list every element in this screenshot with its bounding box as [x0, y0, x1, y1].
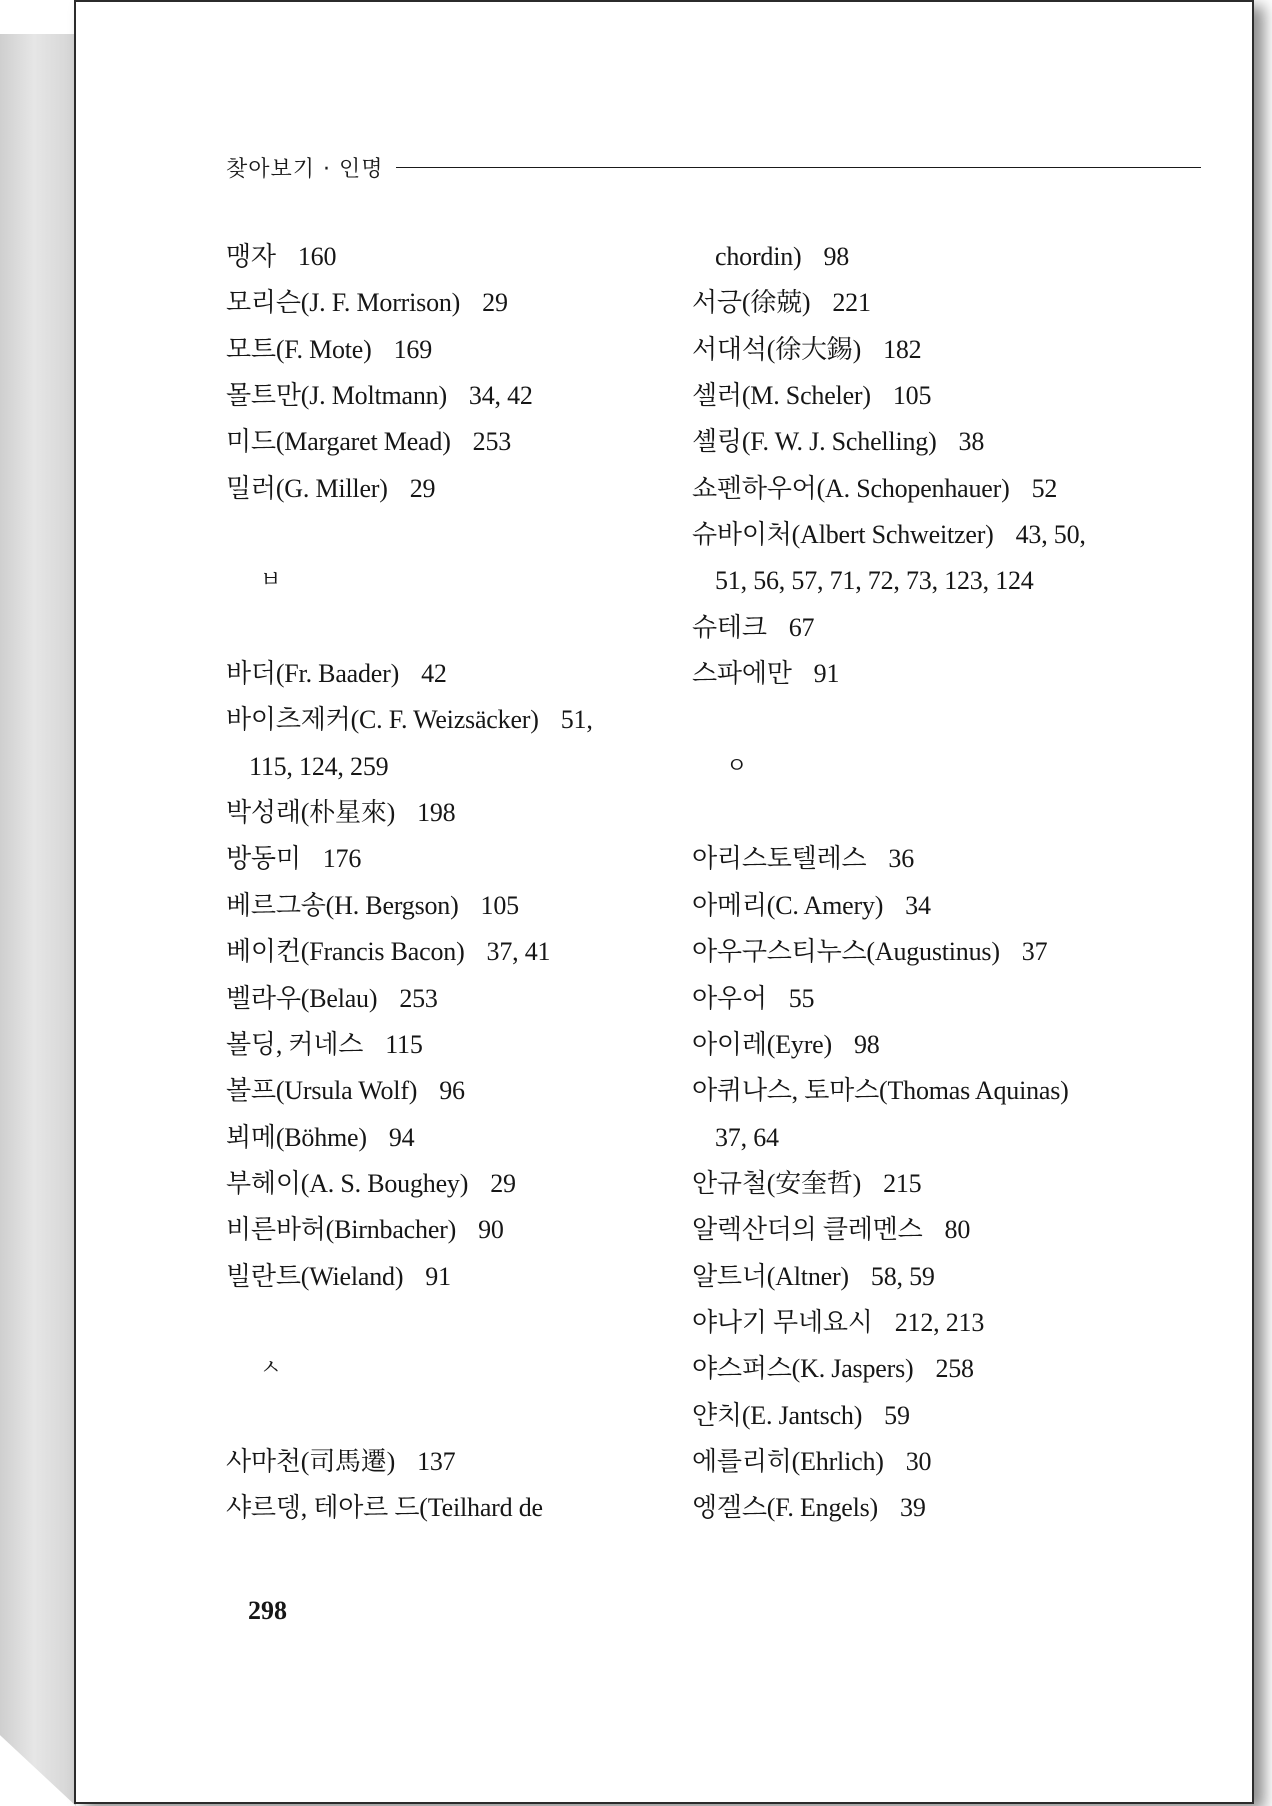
- index-entry: [692, 1393, 1192, 1439]
- index-entry: [692, 1439, 1192, 1485]
- index-column-left: [226, 234, 726, 1532]
- entry-name: 뵈메(Böhme): [226, 1122, 367, 1152]
- entry-pages: 52: [1031, 473, 1058, 503]
- entry-pages: 37: [1021, 937, 1048, 967]
- entry-name: 서대석(徐大錫): [692, 334, 862, 364]
- index-entry: [226, 836, 726, 882]
- spacer: [226, 512, 726, 558]
- index-entry: [226, 373, 726, 419]
- entry-pages: 39: [900, 1493, 926, 1523]
- entry-pages: 137: [417, 1446, 456, 1476]
- entry-name: 몰트만(J. Moltmann): [226, 381, 447, 411]
- entry-name: 바이츠제커(C. F. Weizsäcker): [226, 705, 539, 735]
- entry-name: 아메리(C. Amery): [692, 890, 884, 920]
- entry-name: 아리스토텔레스: [692, 844, 867, 874]
- entry-name: 방동미: [226, 844, 301, 874]
- index-entry: [226, 1161, 726, 1207]
- entry-name: 모리슨(J. F. Morrison): [226, 288, 461, 318]
- entry-pages: 67: [788, 612, 815, 642]
- entry-pages: 90: [478, 1215, 504, 1245]
- entry-pages: 176: [322, 844, 362, 874]
- spacer: [226, 1393, 726, 1439]
- spacer: [692, 697, 1192, 743]
- entry-name: 셸링(F. W. J. Schelling): [692, 427, 937, 457]
- entry-name: 알렉산더의 클레멘스: [692, 1215, 923, 1245]
- entry-name: 볼프(Ursula Wolf): [226, 1076, 418, 1106]
- section-letter: ㅅ: [260, 1356, 282, 1382]
- index-entry: [692, 1068, 1192, 1114]
- entry-name: 벨라우(Belau): [226, 983, 378, 1013]
- index-entry: [692, 373, 1192, 419]
- index-entry: [226, 1068, 726, 1114]
- index-entry: [226, 1115, 726, 1161]
- section-letter: ㅇ: [726, 753, 748, 779]
- entry-pages: 29: [482, 288, 508, 318]
- entry-pages: 221: [832, 288, 871, 318]
- entry-pages: 98: [823, 242, 850, 271]
- index-entry-continuation: [226, 744, 726, 790]
- entry-pages: 253: [399, 983, 438, 1013]
- entry-name: 안규철(安奎哲): [692, 1168, 862, 1198]
- index-entry: [692, 1300, 1192, 1346]
- index-entry: [226, 1439, 726, 1485]
- entry-pages: 212, 213: [894, 1307, 985, 1337]
- entry-pages: 29: [409, 473, 436, 503]
- entry-name: 밀러(G. Miller): [226, 473, 388, 503]
- index-entry: [692, 605, 1192, 651]
- spacer: [692, 790, 1192, 836]
- entry-name: 베르그송(H. Bergson): [226, 890, 459, 920]
- index-entry: [692, 883, 1192, 929]
- entry-pages: 94: [388, 1122, 415, 1152]
- index-entry: [692, 976, 1192, 1022]
- header-rule: [396, 167, 1202, 168]
- section-heading: [226, 1346, 726, 1392]
- index-entry-continuation: [692, 234, 1192, 280]
- book-spine: [0, 34, 76, 1806]
- entry-pages: 105: [892, 381, 932, 411]
- section-letter: ㅂ: [260, 568, 282, 594]
- entry-pages: 182: [883, 334, 922, 364]
- entry-pages: 91: [425, 1261, 451, 1291]
- index-entry: [226, 697, 726, 743]
- entry-pages: 43, 50,: [1015, 520, 1086, 550]
- entry-name: 베이컨(Francis Bacon): [226, 937, 465, 967]
- entry-name: 쇼펜하우어(A. Schopenhauer): [692, 473, 1010, 503]
- entry-pages: 58, 59: [870, 1261, 935, 1291]
- entry-name: 115, 124, 259: [249, 751, 389, 781]
- entry-pages: 160: [297, 242, 337, 271]
- index-entry: [226, 466, 726, 512]
- index-entry-continuation: [692, 1115, 1192, 1161]
- section-heading: [692, 744, 1192, 790]
- entry-pages: 98: [853, 1029, 880, 1059]
- entry-pages: 37, 41: [486, 937, 551, 967]
- index-entry: [692, 1485, 1192, 1531]
- entry-name: 맹자: [226, 242, 276, 271]
- entry-name: 모트(F. Mote): [226, 334, 372, 364]
- index-entry: [692, 1022, 1192, 1068]
- entry-name: 슈바이처(Albert Schweitzer): [692, 520, 994, 550]
- entry-name: 부헤이(A. S. Boughey): [226, 1168, 469, 1198]
- entry-name: 바더(Fr. Baader): [226, 659, 400, 689]
- index-entry: [226, 1022, 726, 1068]
- index-entry: [692, 1161, 1192, 1207]
- entry-pages: 34: [905, 890, 931, 920]
- index-entry: [226, 883, 726, 929]
- index-entry-continuation: [692, 558, 1192, 604]
- entry-name: 박성래(朴星來): [226, 798, 396, 828]
- entry-name: 셀러(M. Scheler): [692, 381, 871, 411]
- entry-pages: 169: [393, 334, 433, 364]
- entry-pages: 91: [813, 659, 840, 689]
- entry-name: 미드(Margaret Mead): [226, 427, 451, 457]
- index-entry: [226, 929, 726, 975]
- index-entry: [692, 1346, 1192, 1392]
- book-page: [74, 0, 1254, 1804]
- index-entry: [226, 280, 726, 326]
- entry-pages: 253: [472, 427, 512, 457]
- entry-name: 야나기 무네요시: [692, 1307, 873, 1337]
- entry-name: 샤르뎅, 테아르 드(Teilhard de: [226, 1493, 543, 1523]
- index-entry: [692, 1254, 1192, 1300]
- index-entry: [692, 836, 1192, 882]
- entry-name: 37, 64: [715, 1122, 779, 1152]
- index-entry: [226, 790, 726, 836]
- entry-name: 사마천(司馬遷): [226, 1446, 396, 1476]
- entry-name: 빌란트(Wieland): [226, 1261, 404, 1291]
- entry-pages: 59: [884, 1400, 910, 1430]
- entry-name: 스파에만: [692, 659, 792, 689]
- index-entry: [226, 1207, 726, 1253]
- index-entry: [226, 1485, 726, 1531]
- index-entry: [692, 280, 1192, 326]
- entry-name: 알트너(Altner): [692, 1261, 849, 1291]
- entry-name: 엥겔스(F. Engels): [692, 1493, 879, 1523]
- page-number: 298: [248, 1596, 287, 1625]
- entry-name: 아우구스티누스(Augustinus): [692, 937, 1000, 967]
- index-entry: [692, 929, 1192, 975]
- section-heading: [226, 558, 726, 604]
- index-column-right: [692, 234, 1192, 1532]
- entry-name: 서긍(徐兢): [692, 288, 811, 318]
- index-entry: [692, 466, 1192, 512]
- index-entry: [226, 327, 726, 373]
- entry-pages: 115: [385, 1029, 423, 1059]
- page-header: [226, 152, 1201, 182]
- index-entry: [692, 512, 1192, 558]
- spacer: [226, 1300, 726, 1346]
- entry-name: 아퀴나스, 토마스(Thomas Aquinas): [692, 1076, 1069, 1106]
- entry-name: 아우어: [692, 983, 767, 1013]
- entry-name: 아이레(Eyre): [692, 1029, 832, 1059]
- entry-name: 에를리히(Ehrlich): [692, 1446, 884, 1476]
- entry-name: 얀치(E. Jantsch): [692, 1400, 863, 1430]
- index-entry: [226, 419, 726, 465]
- entry-pages: 96: [439, 1076, 465, 1106]
- entry-name: 51, 56, 57, 71, 72, 73, 123, 124: [715, 566, 1034, 596]
- spacer: [226, 605, 726, 651]
- entry-pages: 55: [788, 983, 815, 1013]
- entry-pages: 51,: [560, 705, 593, 735]
- entry-name: 야스퍼스(K. Jaspers): [692, 1354, 914, 1384]
- entry-pages: 80: [944, 1215, 971, 1245]
- entry-name: 비른바허(Birnbacher): [226, 1215, 457, 1245]
- entry-pages: 42: [421, 659, 447, 689]
- index-entry: [692, 419, 1192, 465]
- index-entry: [692, 651, 1192, 697]
- entry-pages: 29: [490, 1168, 516, 1198]
- entry-pages: 38: [958, 427, 985, 457]
- index-entry: [226, 651, 726, 697]
- entry-name: 슈테크: [692, 612, 767, 642]
- entry-pages: 215: [883, 1168, 922, 1198]
- entry-pages: 36: [888, 844, 915, 874]
- index-entry: [226, 234, 726, 280]
- entry-pages: 198: [417, 798, 456, 828]
- entry-pages: 258: [935, 1354, 974, 1384]
- index-entry: [692, 327, 1192, 373]
- index-entry: [226, 976, 726, 1022]
- entry-name: chordin): [715, 242, 802, 271]
- entry-pages: 34, 42: [468, 381, 533, 411]
- index-entry: [226, 1254, 726, 1300]
- index-entry: [692, 1207, 1192, 1253]
- entry-pages: 105: [480, 890, 519, 920]
- entry-name: 볼딩, 커네스: [226, 1029, 364, 1059]
- header-title: 찾아보기 · 인명: [226, 156, 384, 182]
- entry-pages: 30: [905, 1446, 932, 1476]
